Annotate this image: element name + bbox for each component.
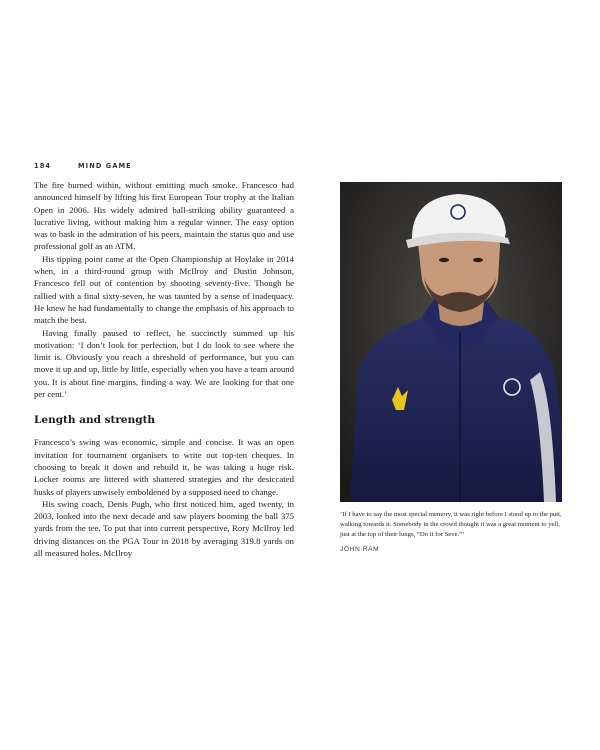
section-heading: Length and strength <box>34 414 156 427</box>
caption-quote: ‘If I have to say the most special memory, it was right before I stood up to the putt, walking towards it. Somebody in the crowd thought it was a great moment to yell, just at the top of their lungs, “Do it for Seve.”’ <box>340 511 562 539</box>
body-text <box>34 179 294 559</box>
left-page <box>34 162 294 559</box>
paragraph: Francesco’s swing was economic, simple and concise. It was an open invitation for tournament organisers to write out top-ten cheques. In choosing to break it down and rebuild it, he was taking a huge risk. Locker rooms are littered with shattered strategies and the desiccated husks of players unwisely emboldened by a supposed need to change. <box>34 437 294 497</box>
paragraph: His tipping point came at the Open Championship at Hoylake in 2014 when, in a third-round group with McIlroy and Dustin Johnson, Francesco fell out of contention by shooting seventy-five. Though he rallied with a final sixty-seven, he was taunted by a sense of inadequacy. He knew he had fundamentally to change the emphasis of his approach to match the best. <box>34 253 294 326</box>
golfer-photo <box>340 182 562 502</box>
left-eye <box>439 258 449 262</box>
chapter-title: MIND GAME <box>78 162 132 170</box>
running-head <box>34 162 294 170</box>
right-eye <box>473 258 483 262</box>
paragraph: His swing coach, Denis Pugh, who first noticed him, aged twenty, in 2003, looked into the next decade and saw players booming the ball 375 yards from the tee. To put that into current perspective, Rory McIlroy led driving distances on the PGA Tour in 2018 by averaging 319.8 yards on all measured holes. McIlroy <box>34 498 294 559</box>
paragraph: The fire burned within, without emitting much smoke. Francesco had announced himself by lifting his first European Tour trophy at the Italian Open in 2006. His widely admired ball-striking ability guaranteed a lucrative living, without making him a regular winner. The easy option was to bask in the admiration of his peers, maintain the status quo and use professional golf as an ATM. <box>34 180 294 252</box>
photo-caption <box>340 510 562 553</box>
paragraph: Having finally paused to reflect, he succinctly summed up his motivation: ‘I don’t look for perfection, but I do look to see where the limit is. Obviously you reach a threshold of performance, but you can move it up and up, little by little, especially when you have a team around you. It is about fine margins, finding a way. We are looking for that one per cent.’ <box>34 327 294 400</box>
page-number: 184 <box>34 162 52 170</box>
golfer-photo-illustration <box>340 182 562 502</box>
caption-credit: JOHN RAM <box>340 545 380 553</box>
